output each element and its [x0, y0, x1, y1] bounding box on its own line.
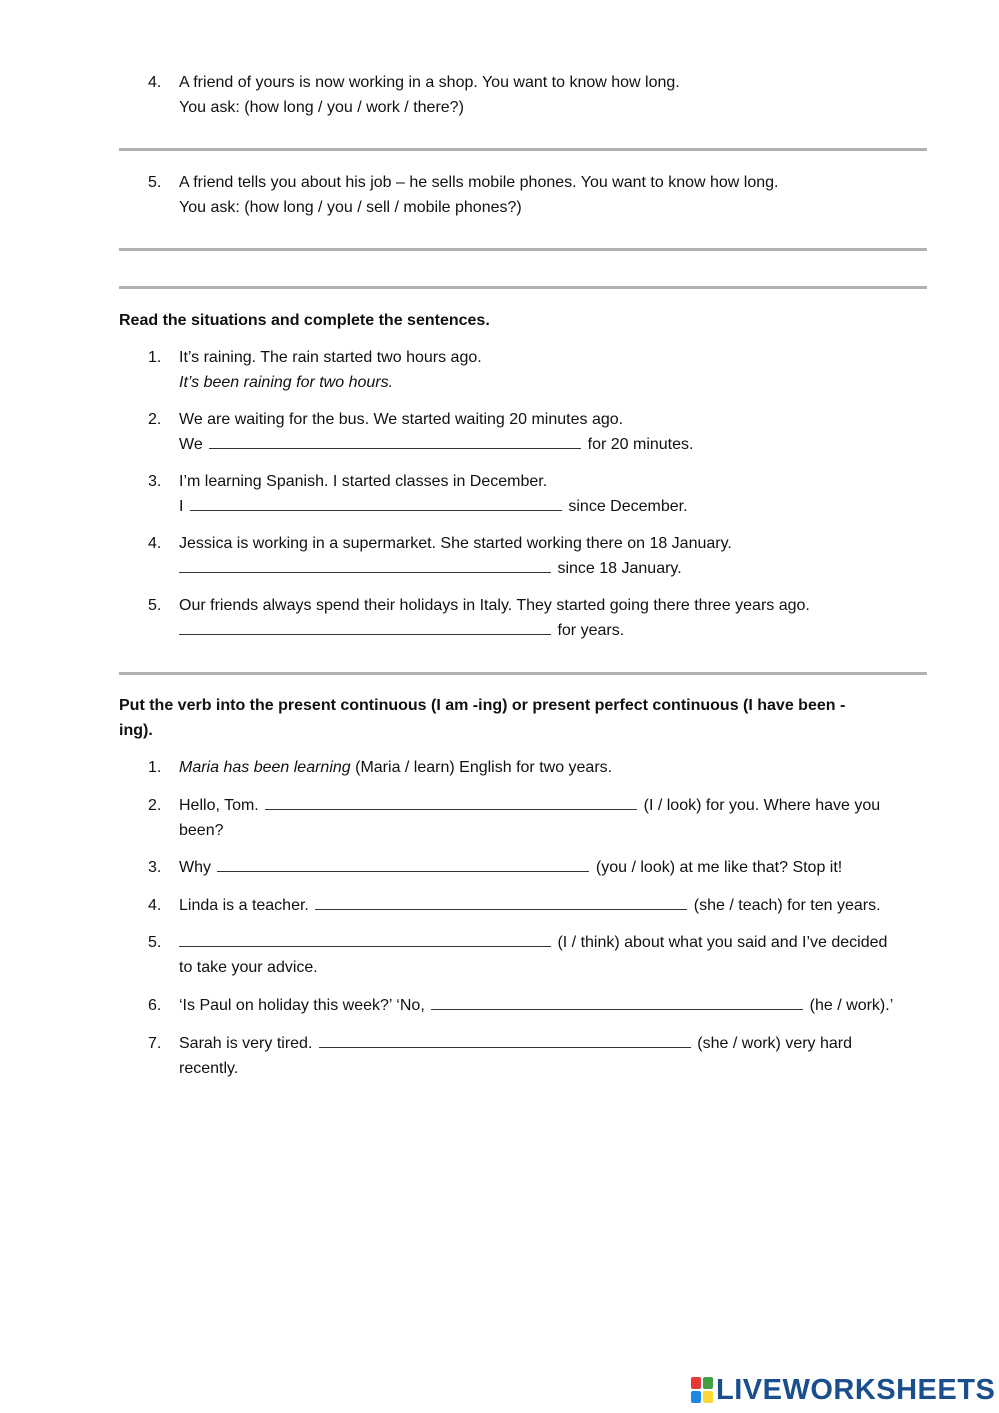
- item-text: Our friends always spend their holidays in Italy. They started going there three years ago.: [179, 597, 810, 614]
- item-number: 4.: [148, 535, 162, 552]
- logo-text: LIVEWORKSHEETS: [716, 1373, 996, 1406]
- item-number: 5.: [148, 174, 162, 191]
- answer-blank[interactable]: [217, 857, 589, 872]
- sentence-start: Sarah is very tired.: [179, 1035, 313, 1052]
- sentence-end: (he / work).’: [809, 997, 894, 1014]
- answer-blank[interactable]: [179, 620, 551, 635]
- logo-block: [691, 1391, 701, 1403]
- sentence-end: (she / teach) for ten years.: [693, 897, 881, 914]
- logo-block: [703, 1377, 713, 1389]
- sentence-continuation: been?: [179, 821, 224, 839]
- item-number: 5.: [148, 934, 162, 951]
- item-number: 2.: [148, 411, 162, 428]
- answer-blank[interactable]: [265, 795, 637, 810]
- item-prompt: You ask: (how long / you / work / there?): [179, 98, 464, 116]
- answer-blank[interactable]: [179, 558, 551, 573]
- liveworksheets-logo[interactable]: [691, 1374, 995, 1406]
- section-heading: Read the situations and complete the sentences.: [119, 312, 490, 329]
- sentence-end: (I / think) about what you said and I’ve decided: [557, 934, 888, 951]
- answer-blank[interactable]: [319, 1033, 691, 1048]
- answer-blank[interactable]: [209, 434, 581, 449]
- section-heading: [119, 694, 919, 743]
- heading-line: ing).: [119, 721, 153, 739]
- sentence-start: We: [179, 435, 203, 453]
- answer-blank[interactable]: [431, 995, 803, 1010]
- sentence-continuation: recently.: [179, 1059, 239, 1077]
- sentence-start: ‘Is Paul on holiday this week?’ ‘No,: [179, 997, 425, 1014]
- sentence-end: (she / work) very hard: [697, 1035, 853, 1052]
- sentence-end: (I / look) for you. Where have you: [643, 797, 881, 814]
- item-number: 1.: [148, 759, 162, 776]
- example-answer: It’s been raining for two hours.: [179, 373, 394, 391]
- item-number: 1.: [148, 349, 162, 366]
- sentence-end: (Maria / learn) English for two years.: [355, 759, 613, 776]
- sentence-start: Why: [179, 859, 211, 876]
- item-number: 6.: [148, 997, 162, 1014]
- item-number: 4.: [148, 897, 162, 914]
- answer-blank[interactable]: [190, 496, 562, 511]
- answer-line[interactable]: [119, 148, 927, 151]
- example-answer: Maria has been learning: [179, 759, 351, 776]
- heading-line: Put the verb into the present continuous (I am -ing) or present perfect continuous (I have been -: [119, 697, 846, 714]
- sentence-end: for years.: [557, 621, 625, 639]
- item-text: Jessica is working in a supermarket. She started working there on 18 January.: [179, 535, 732, 552]
- item-number: 2.: [148, 797, 162, 814]
- sentence-start: I: [179, 497, 184, 515]
- sentence-end: for 20 minutes.: [587, 435, 694, 453]
- sentence-continuation: to take your advice.: [179, 958, 318, 976]
- answer-blank[interactable]: [179, 932, 551, 947]
- item-text: I’m learning Spanish. I started classes in December.: [179, 473, 548, 490]
- item-text: We are waiting for the bus. We started waiting 20 minutes ago.: [179, 411, 624, 428]
- logo-block: [703, 1391, 713, 1403]
- section-divider: [119, 672, 927, 675]
- sentence-end: since December.: [568, 497, 688, 515]
- item-text: It’s raining. The rain started two hours ago.: [179, 349, 482, 366]
- section-divider: [119, 286, 927, 289]
- item-text: A friend tells you about his job – he sells mobile phones. You want to know how long.: [179, 174, 779, 191]
- item-number: 3.: [148, 859, 162, 876]
- item-number: 5.: [148, 597, 162, 614]
- item-prompt: You ask: (how long / you / sell / mobile phones?): [179, 198, 522, 216]
- logo-blocks-icon: [691, 1377, 713, 1403]
- answer-blank[interactable]: [315, 895, 687, 910]
- sentence-start: Linda is a teacher.: [179, 897, 309, 914]
- answer-line[interactable]: [119, 248, 927, 251]
- sentence-start: Hello, Tom.: [179, 797, 259, 814]
- item-text: A friend of yours is now working in a shop. You want to know how long.: [179, 74, 680, 91]
- item-number: 3.: [148, 473, 162, 490]
- logo-block: [691, 1377, 701, 1389]
- sentence-end: (you / look) at me like that? Stop it!: [595, 859, 843, 876]
- sentence-end: since 18 January.: [557, 559, 682, 577]
- item-number: 7.: [148, 1035, 162, 1052]
- item-number: 4.: [148, 74, 162, 91]
